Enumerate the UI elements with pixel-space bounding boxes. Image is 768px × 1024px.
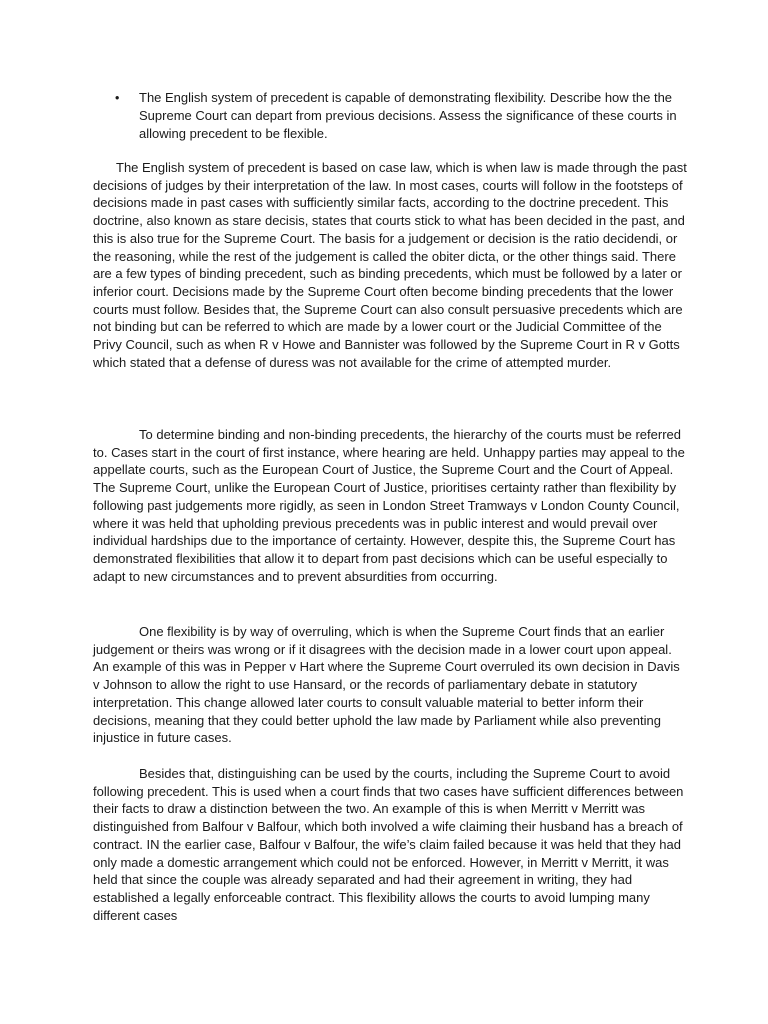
question-text: The English system of precedent is capable of demonstrating flexibility. Describe how the the Supreme Court can depart from previous decisions. Assess the significance of these courts in allowing precedent to be flexible. <box>139 90 677 141</box>
bullet-point: • <box>115 91 120 105</box>
body-paragraph-1: The English system of precedent is based on case law, which is when law is made through the past decisions of judges by their interpretation of the law. In most cases, courts will follow in the footsteps of decisions made in past cases with sufficiently similar facts, according to the doctrine precedent. This doctrine, also known as stare decisis, states that courts stick to what has been decided in the past, and this is also true for the Supreme Court. The basis for a judgement or decision is the ratio decidendi, or the reasoning, while the rest of the judgement is called the obiter dicta, or the other things said. There are a few types of binding precedent, such as binding precedents, which must be followed by a later or inferior court. Decisions made by the Supreme Court often become binding precedents that the lower courts must follow. Besides that, the Supreme Court can also consult persuasive precedents which are not binding but can be referred to which are made by a lower court or the Judicial Committee of the Privy Council, such as when R v Howe and Bannister was followed by the Supreme Court in R v Gotts which stated that a defense of duress was not available for the crime of attempted murder. <box>93 160 687 370</box>
body-paragraph-3: One flexibility is by way of overruling, which is when the Supreme Court finds that an earlier judgement or theirs was wrong or if it disagrees with the decision made in a lower court upon appeal. An example of this was in Pepper v Hart where the Supreme Court overruled its own decision in Davis v Johnson to allow the right to use Hansard, or the records of parliamentary debate in statutory interpretation. This change allowed later courts to consult valuable material to better inform their decisions, meaning that they could better uphold the law made by Parliament while also preventing injustice in future cases. <box>93 624 680 746</box>
body-paragraph-2: To determine binding and non-binding precedents, the hierarchy of the courts must be referred to. Cases start in the court of first instance, where hearing are held. Unhappy parties may appeal to the appellate courts, such as the European Court of Justice, the Supreme Court and the Court of Appeal. The Supreme Court, unlike the European Court of Justice, prioritises certainty rather than flexibility by following past judgements more rigidly, as seen in London Street Tramways v London County Council, where it was held that upholding previous precedents was in public interest and would prevail over individual hardships due to the importance of certainty. However, despite this, the Supreme Court has demonstrated flexibilities that allow it to depart from past decisions which can be useful especially to adapt to new circumstances and to prevent absurdities from occurring. <box>93 427 685 584</box>
body-paragraph-4: Besides that, distinguishing can be used by the courts, including the Supreme Court to avoid following precedent. This is used when a court finds that two cases have sufficient differences between their facts to draw a distinction between the two. An example of this is when Merritt v Merritt was distinguished from Balfour v Balfour, which both involved a wife claiming their husband has a breach of contract. IN the earlier case, Balfour v Balfour, the wife’s claim failed because it was held that they had only made a domestic arrangement which could not be enforced. However, in Merritt v Merritt, it was held that since the couple was already separated and had their agreement in writing, they had established a legally enforceable contract. This flexibility allows the courts to avoid lumping many different cases <box>93 766 684 923</box>
